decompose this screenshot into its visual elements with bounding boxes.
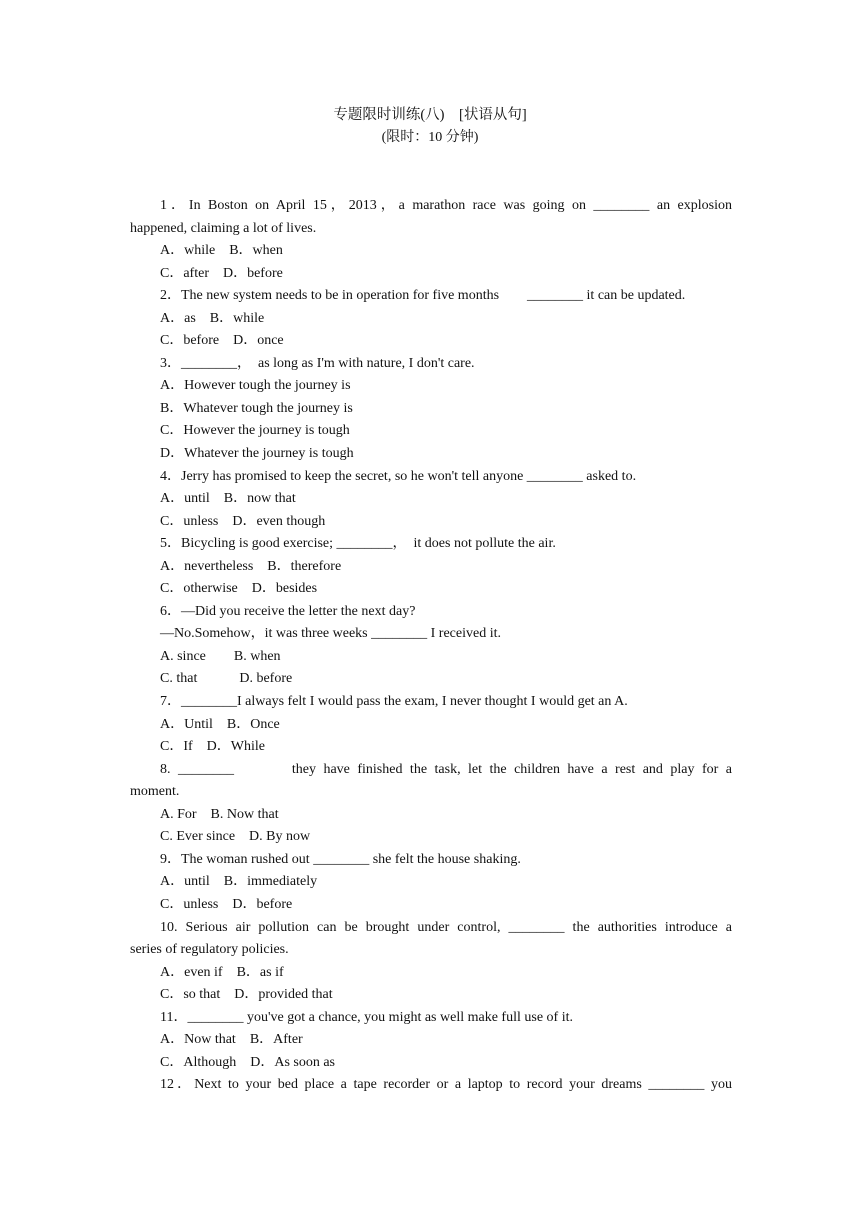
document-title: 专题限时训练(八) [状语从句] — [333, 107, 527, 123]
question-8-stem-cont: moment. — [130, 784, 180, 800]
question-1-options-ab: A．while B．when — [160, 243, 283, 259]
question-7-options-ab: A．Until B．Once — [160, 716, 280, 732]
question-4-options-cd: C．unless D．even though — [160, 513, 326, 529]
question-7-stem: 7．________I always felt I would pass the exam, I never thought I would get an A. — [160, 694, 628, 710]
question-9-options-ab: A．until B．immediately — [160, 874, 318, 890]
question-1-stem: 1．In Boston on April 15，2013，a marathon race was going on ________ an explosion — [160, 198, 732, 213]
question-2-stem: 2．The new system needs to be in operation for five months ________ it can be updated. — [160, 288, 686, 304]
question-2-options-cd: C．before D．once — [160, 333, 284, 349]
question-6-options-cd: C. that D. before — [160, 671, 293, 687]
question-10-stem-cont: series of regulatory policies. — [130, 942, 289, 958]
question-1-stem-cont: happened, claiming a lot of lives. — [130, 220, 317, 236]
question-4-options-ab: A．until B．now that — [160, 491, 296, 507]
question-9-stem: 9．The woman rushed out ________ she felt the house shaking. — [160, 851, 521, 867]
question-3-option-d: D．Whatever the journey is tough — [160, 446, 354, 462]
question-3-stem: 3．________， as long as I'm with nature, I don't care. — [160, 355, 475, 371]
question-1-options-cd: C．after D．before — [160, 265, 283, 281]
question-2-options-ab: A．as B．while — [160, 310, 265, 326]
question-6-options-ab: A. since B. when — [160, 648, 281, 664]
question-5-stem: 5．Bicycling is good exercise; ________， it does not pollute the air. — [160, 536, 556, 552]
question-3-option-b: B．Whatever tough the journey is — [160, 400, 353, 416]
question-8-options-cd: C. Ever since D. By now — [160, 829, 311, 845]
question-8-options-ab: A. For B. Now that — [160, 806, 279, 822]
question-12-stem: 12．Next to your bed place a tape recorder or a laptop to record your dreams ________ you — [160, 1077, 732, 1093]
question-10-options-cd: C．so that D．provided that — [160, 987, 333, 1003]
question-9-options-cd: C．unless D．before — [160, 896, 293, 912]
question-11-stem: 11．________ you've got a chance, you might as well make full use of it. — [160, 1009, 573, 1025]
question-5-options-ab: A．nevertheless B．therefore — [160, 558, 342, 574]
question-4-stem: 4．Jerry has promised to keep the secret, so he won't tell anyone ________ asked to. — [160, 468, 637, 484]
time-limit-subtitle: (限时：10 分钟) — [381, 130, 479, 145]
question-11-options-cd: C．Although D．As soon as — [160, 1054, 336, 1070]
question-5-options-cd: C．otherwise D．besides — [160, 581, 318, 597]
question-8-stem: 8. ________ they have finished the task, let the children have a rest and play for a — [160, 761, 732, 777]
question-7-options-cd: C．If D．While — [160, 739, 265, 755]
question-10-stem: 10. Serious air pollution can be brought under control, ________ the authorities introduce a — [160, 919, 732, 935]
question-11-options-ab: A．Now that B．After — [160, 1032, 303, 1048]
question-6-stem-reply: —No.Somehow，it was three weeks ________ I received it. — [160, 626, 501, 642]
question-3-option-a: A．However tough the journey is — [160, 378, 351, 394]
question-10-options-ab: A．even if B．as if — [160, 964, 284, 980]
question-3-option-c: C．However the journey is tough — [160, 423, 350, 439]
question-6-stem: 6．—Did you receive the letter the next day? — [160, 603, 416, 619]
question-list — [130, 195, 732, 1097]
